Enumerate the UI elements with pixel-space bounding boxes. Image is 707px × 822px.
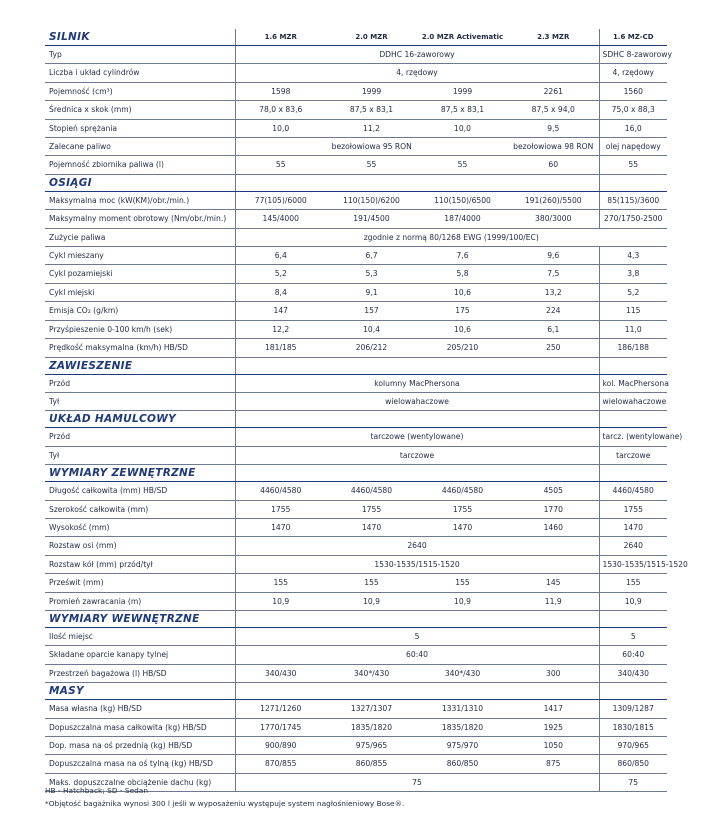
section-title: WYMIARY ZEWNĘTRZNE [45, 465, 235, 482]
section-header [45, 683, 667, 700]
value-cell: 1999 [417, 82, 508, 100]
value-cell: 10,4 [326, 320, 417, 338]
column-header: 1.6 MZ-CD [599, 29, 667, 46]
value-cell: 60:40 [599, 646, 667, 664]
value-cell: 155 [235, 574, 326, 592]
table-row [45, 518, 667, 536]
table-row [45, 700, 667, 718]
value-cell: 12,2 [235, 320, 326, 338]
section-header-filler [326, 683, 417, 700]
section-header-filler [508, 174, 599, 191]
row-label: Wysokość (mm) [45, 518, 235, 536]
row-label: Prędkość maksymalna (km/h) HB/SD [45, 339, 235, 357]
table-row [45, 228, 667, 246]
row-label: Prześwit (mm) [45, 574, 235, 592]
section-title: OSIĄGI [45, 174, 235, 191]
value-cell: 860/850 [599, 755, 667, 773]
table-row [45, 210, 667, 228]
row-label: Maksymalna moc (kW(KM)/obr./min.) [45, 191, 235, 209]
value-cell: 975/965 [326, 737, 417, 755]
row-label: Pojemność (cm³) [45, 82, 235, 100]
value-cell: SDHC 8-zaworowy [599, 46, 667, 64]
value-cell: 11,0 [599, 320, 667, 338]
value-cell: 110(150)/6200 [326, 191, 417, 209]
value-cell: 6,1 [508, 320, 599, 338]
row-label: Przestrzeń bagażowa (l) HB/SD [45, 664, 235, 682]
table-row [45, 339, 667, 357]
specification-table [45, 29, 688, 792]
value-cell: 1331/1310 [417, 700, 508, 718]
value-cell: 860/855 [326, 755, 417, 773]
value-cell: 4460/4580 [235, 482, 326, 500]
row-label: Cykl mieszany [45, 247, 235, 265]
row-label: Przód [45, 374, 235, 392]
value-cell: 1530-1535/1515-1520 [599, 555, 667, 573]
value-cell: tarczowe (wentylowane) [235, 428, 599, 446]
section-header-filler [235, 465, 326, 482]
row-label: Tył [45, 446, 235, 464]
value-cell: 1470 [235, 518, 326, 536]
value-cell: 1417 [508, 700, 599, 718]
value-cell: 75,0 x 88,3 [599, 101, 667, 119]
row-label: Promień zawracania (m) [45, 592, 235, 610]
value-cell: 4, rzędowy [235, 64, 599, 82]
row-label: Dopuszczalna masa na oś tylną (kg) HB/SD [45, 755, 235, 773]
column-header: 2.3 MZR [508, 29, 599, 46]
column-header: 2.0 MZR Activematic [417, 29, 508, 46]
table-row [45, 156, 667, 174]
table-row [45, 737, 667, 755]
row-label: Maksymalny moment obrotowy (Nm/obr./min.) [45, 210, 235, 228]
section-title: WYMIARY WEWNĘTRZNE [45, 610, 235, 627]
section-header [45, 465, 667, 482]
value-cell: 340*/430 [417, 664, 508, 682]
table-row [45, 592, 667, 610]
value-cell: 55 [417, 156, 508, 174]
value-cell: 1460 [508, 518, 599, 536]
value-cell: kolumny MacPhersona [235, 374, 599, 392]
table-row [45, 482, 667, 500]
section-header-filler [326, 411, 417, 428]
footnote-luggage: *Objętość bagażnika wynosi 300 l jeśli w wyposażeniu występuje system nagłośnieniowy Bose®. [45, 799, 405, 808]
row-label: Rozstaw kół (mm) przód/tył [45, 555, 235, 573]
row-label: Szerokość całkowita (mm) [45, 500, 235, 518]
value-cell: wielowahaczowe [235, 392, 599, 410]
section-header-filler [599, 174, 667, 191]
value-cell: 187/4000 [417, 210, 508, 228]
value-cell: 1755 [417, 500, 508, 518]
value-cell: 1755 [235, 500, 326, 518]
value-cell: 340/430 [599, 664, 667, 682]
row-label: Emisja CO₂ (g/km) [45, 302, 235, 320]
value-cell: 155 [326, 574, 417, 592]
table-row [45, 191, 667, 209]
value-cell: 110(150)/6500 [417, 191, 508, 209]
value-cell: 11,9 [508, 592, 599, 610]
section-header-filler [417, 683, 508, 700]
value-cell: 1530-1535/1515-1520 [235, 555, 599, 573]
value-cell: 1835/1820 [417, 718, 508, 736]
table-row [45, 755, 667, 773]
table-row [45, 302, 667, 320]
table-row [45, 64, 667, 82]
table-row [45, 283, 667, 301]
value-cell: 9,6 [508, 247, 599, 265]
value-cell: 10,0 [235, 119, 326, 137]
column-header: 2.0 MZR [326, 29, 417, 46]
section-title: MASY [45, 683, 235, 700]
value-cell: 75 [599, 773, 667, 791]
value-cell: 6,4 [235, 247, 326, 265]
section-header-filler [235, 610, 326, 627]
table-row [45, 574, 667, 592]
value-cell: 1770/1745 [235, 718, 326, 736]
row-label: Tył [45, 392, 235, 410]
value-cell: 10,9 [326, 592, 417, 610]
value-cell: 870/855 [235, 755, 326, 773]
row-label: Dopuszczalna masa całkowita (kg) HB/SD [45, 718, 235, 736]
value-cell: 900/890 [235, 737, 326, 755]
value-cell: olej napędowy [599, 138, 667, 156]
value-cell: 60:40 [235, 646, 599, 664]
value-cell: 155 [417, 574, 508, 592]
value-cell: 340*/430 [326, 664, 417, 682]
value-cell: 13,2 [508, 283, 599, 301]
value-cell: 2261 [508, 82, 599, 100]
value-cell: bezołowiowa 95 RON [235, 138, 508, 156]
table-row [45, 646, 667, 664]
value-cell: 4505 [508, 482, 599, 500]
value-cell: 2640 [235, 537, 599, 555]
section-header-filler [235, 174, 326, 191]
row-label: Przód [45, 428, 235, 446]
table-row [45, 446, 667, 464]
value-cell: 155 [599, 574, 667, 592]
table-row [45, 247, 667, 265]
section-header [45, 411, 667, 428]
section-header [45, 29, 667, 46]
value-cell: 145 [508, 574, 599, 592]
value-cell: 224 [508, 302, 599, 320]
value-cell: 87,5 x 83,1 [417, 101, 508, 119]
value-cell: 380/3000 [508, 210, 599, 228]
section-header-filler [508, 465, 599, 482]
value-cell: 55 [599, 156, 667, 174]
row-label: Zalecane paliwo [45, 138, 235, 156]
section-header-filler [235, 357, 326, 374]
value-cell: 1271/1260 [235, 700, 326, 718]
row-label: Typ [45, 46, 235, 64]
table-row [45, 138, 667, 156]
value-cell: 1470 [326, 518, 417, 536]
row-label: Przyśpieszenie 0-100 km/h (sek) [45, 320, 235, 338]
section-header-filler [417, 411, 508, 428]
row-label: Cykl pozamiejski [45, 265, 235, 283]
value-cell: 10,9 [417, 592, 508, 610]
row-label: Stopień sprężania [45, 119, 235, 137]
section-header-filler [326, 610, 417, 627]
value-cell: 1755 [326, 500, 417, 518]
table-row [45, 500, 667, 518]
value-cell: 5,2 [599, 283, 667, 301]
value-cell: 10,6 [417, 320, 508, 338]
value-cell: 75 [235, 773, 599, 791]
table-row [45, 555, 667, 573]
row-label: Średnica x skok (mm) [45, 101, 235, 119]
section-header-filler [508, 683, 599, 700]
row-label: Masa własna (kg) HB/SD [45, 700, 235, 718]
row-label: Ilość miejsc [45, 627, 235, 645]
value-cell: kol. MacPhersona [599, 374, 667, 392]
row-label: Pojemność zbiornika paliwa (l) [45, 156, 235, 174]
value-cell: 7,6 [417, 247, 508, 265]
section-header [45, 610, 667, 627]
table-row [45, 627, 667, 645]
value-cell: 1830/1815 [599, 718, 667, 736]
value-cell: 1598 [235, 82, 326, 100]
value-cell: 4, rzędowy [599, 64, 667, 82]
section-header-filler [326, 174, 417, 191]
value-cell: 5,2 [235, 265, 326, 283]
footnote-abbreviations: HB - Hatchback; SD - Sedan [45, 786, 149, 795]
value-cell: 5 [235, 627, 599, 645]
section-header-filler [599, 610, 667, 627]
section-header-filler [508, 411, 599, 428]
section-header-filler [417, 357, 508, 374]
value-cell: 875 [508, 755, 599, 773]
value-cell: 1835/1820 [326, 718, 417, 736]
section-header [45, 357, 667, 374]
value-cell: 970/965 [599, 737, 667, 755]
value-cell: 87,5 x 94,0 [508, 101, 599, 119]
value-cell: 157 [326, 302, 417, 320]
row-label: Cykl miejski [45, 283, 235, 301]
value-cell: 186/188 [599, 339, 667, 357]
section-title: ZAWIESZENIE [45, 357, 235, 374]
section-header-filler [417, 610, 508, 627]
value-cell: 206/212 [326, 339, 417, 357]
value-cell: 270/1750-2500 [599, 210, 667, 228]
value-cell: 300 [508, 664, 599, 682]
section-title: UKŁAD HAMULCOWY [45, 411, 235, 428]
value-cell: 250 [508, 339, 599, 357]
row-label: Maks. dopuszczalne obciążenie dachu (kg) [45, 773, 235, 791]
table-row [45, 46, 667, 64]
value-cell: 77(105)/6000 [235, 191, 326, 209]
section-header-filler [235, 683, 326, 700]
table-row [45, 664, 667, 682]
value-cell: 860/850 [417, 755, 508, 773]
row-label: Liczba i układ cylindrów [45, 64, 235, 82]
value-cell: 181/185 [235, 339, 326, 357]
table-row [45, 718, 667, 736]
value-cell: 3,8 [599, 265, 667, 283]
value-cell: DDHC 16-zaworowy [235, 46, 599, 64]
value-cell: 10,9 [235, 592, 326, 610]
value-cell: 7,5 [508, 265, 599, 283]
value-cell: 85(115)/3600 [599, 191, 667, 209]
value-cell: 191/4500 [326, 210, 417, 228]
section-header-filler [235, 411, 326, 428]
value-cell: 10,9 [599, 592, 667, 610]
row-label: Składane oparcie kanapy tylnej [45, 646, 235, 664]
value-cell: 340/430 [235, 664, 326, 682]
value-cell: 4460/4580 [326, 482, 417, 500]
value-cell: 6,7 [326, 247, 417, 265]
column-header: 1.6 MZR [235, 29, 326, 46]
value-cell: 5 [599, 627, 667, 645]
value-cell: 5,8 [417, 265, 508, 283]
value-cell: 2640 [599, 537, 667, 555]
value-cell: 1050 [508, 737, 599, 755]
value-cell: 9,1 [326, 283, 417, 301]
value-cell: 1470 [599, 518, 667, 536]
value-cell: bezołowiowa 98 RON [508, 138, 599, 156]
section-title: SILNIK [45, 29, 235, 46]
table-row [45, 82, 667, 100]
table-row [45, 265, 667, 283]
value-cell: 16,0 [599, 119, 667, 137]
table-row [45, 101, 667, 119]
value-cell: 975/970 [417, 737, 508, 755]
value-cell: 1560 [599, 82, 667, 100]
value-cell: 8,4 [235, 283, 326, 301]
value-cell: 1925 [508, 718, 599, 736]
value-cell: 115 [599, 302, 667, 320]
value-cell: 55 [326, 156, 417, 174]
section-header-filler [326, 465, 417, 482]
section-header [45, 174, 667, 191]
value-cell: 9,5 [508, 119, 599, 137]
value-cell: 147 [235, 302, 326, 320]
value-cell: zgodnie z normą 80/1268 EWG (1999/100/EC) [235, 228, 667, 246]
value-cell: 1327/1307 [326, 700, 417, 718]
section-header-filler [599, 683, 667, 700]
value-cell: 191(260)/5500 [508, 191, 599, 209]
table-row [45, 537, 667, 555]
row-label: Rozstaw osi (mm) [45, 537, 235, 555]
value-cell: 1755 [599, 500, 667, 518]
section-header-filler [599, 357, 667, 374]
value-cell: 10,6 [417, 283, 508, 301]
value-cell: 10,0 [417, 119, 508, 137]
value-cell: 4460/4580 [417, 482, 508, 500]
value-cell: 60 [508, 156, 599, 174]
value-cell: 1770 [508, 500, 599, 518]
value-cell: 1309/1287 [599, 700, 667, 718]
value-cell: tarcz. (wentylowane) [599, 428, 667, 446]
section-header-filler [417, 465, 508, 482]
table-row [45, 374, 667, 392]
row-label: Zużycie paliwa [45, 228, 235, 246]
section-header-filler [417, 174, 508, 191]
table-row [45, 119, 667, 137]
row-label: Długość całkowita (mm) HB/SD [45, 482, 235, 500]
value-cell: 11,2 [326, 119, 417, 137]
value-cell: 175 [417, 302, 508, 320]
table-row [45, 392, 667, 410]
section-header-filler [326, 357, 417, 374]
value-cell: 87,5 x 83,1 [326, 101, 417, 119]
section-header-filler [508, 610, 599, 627]
value-cell: 55 [235, 156, 326, 174]
row-label: Dop. masa na oś przednią (kg) HB/SD [45, 737, 235, 755]
value-cell: wielowahaczowe [599, 392, 667, 410]
value-cell: tarczowe [599, 446, 667, 464]
value-cell: 145/4000 [235, 210, 326, 228]
section-header-filler [599, 411, 667, 428]
section-header-filler [508, 357, 599, 374]
value-cell: 205/210 [417, 339, 508, 357]
value-cell: tarczowe [235, 446, 599, 464]
section-header-filler [599, 465, 667, 482]
value-cell: 5,3 [326, 265, 417, 283]
value-cell: 1470 [417, 518, 508, 536]
value-cell: 78,0 x 83,6 [235, 101, 326, 119]
value-cell: 4460/4580 [599, 482, 667, 500]
table-row [45, 428, 667, 446]
value-cell: 1999 [326, 82, 417, 100]
table-row [45, 320, 667, 338]
value-cell: 4,3 [599, 247, 667, 265]
